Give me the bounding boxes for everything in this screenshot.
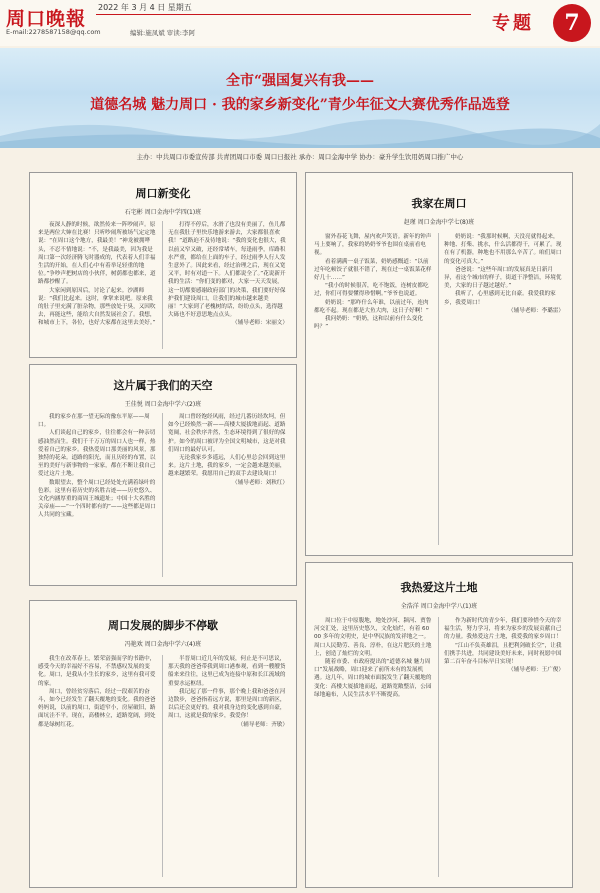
article-card bbox=[305, 562, 573, 888]
editor-credits: 编辑:施凤斌 审读:李阿 bbox=[130, 29, 195, 37]
article-card bbox=[305, 172, 573, 556]
column-divider bbox=[438, 233, 439, 545]
banner-headline-line2: 道德名城 魅力周口 · 我的家乡新变化”青少年征文大赛优秀作品选登 bbox=[90, 97, 510, 113]
article-title: 我家在周口 bbox=[411, 197, 467, 210]
article-advisor: （辅导老师：刘秋红） bbox=[232, 479, 288, 486]
article-paragraph: 数眼望去，整个周口已经处处充满着绿叶的色彩。这里有着历史的名胜古迹——历史悠久、文化内涵厚重的商周王城遗址；中国十大名胜的关帝庙——“一个四时都有的”——这些都是周口人共同的宝藏。 bbox=[38, 479, 156, 519]
article-body-column bbox=[168, 655, 288, 881]
article-byline: 冯艳欢 周口金海中学六(4)班 bbox=[124, 641, 202, 648]
article-paragraph: 随着市委、市政府提出的“道德名城 魅力周口”发展战略，周口迎来了前所未有的发展机遇。这几年，周口的城市面貌发生了翻天覆地的变化：高楼大厦拔地而起，道路宽敞整洁，公园绿地遍布，人民生活水平不断提高。 bbox=[314, 659, 432, 698]
feature-banner bbox=[0, 48, 600, 148]
article-body-column bbox=[314, 617, 432, 881]
article-title: 周口发展的脚步不停歇 bbox=[108, 619, 218, 632]
article-title: 周口新变化 bbox=[135, 187, 191, 200]
article-advisor: （辅导老师：宋丽文） bbox=[232, 320, 288, 327]
article-paragraph: 打得不停后，水滑了也没有美丽了，鱼儿都无在我肚子里快乐地游来游去，大家都很喜欢我！”道路迫不及待地说：“我的变化也很大，我以前又窄又破，还经常堵车，每逢雨季，库路积水严重，都给在上面的车子，经过雨季人行人发生意外了。因此来看，经过治理之后，现在又宽又平，时有对道一下。人们都说全了。”花说新开我的生活：“你们变的都对，大家一天天发展，这一切都要感谢政府部门的决策，我们要好好保护我们建设周口，让我们的城市越来越美丽！”大家到了老槐树的话，纷纷点头，选得越大砾也不好意思地点点头。 bbox=[168, 222, 286, 319]
article-paragraph: 周口位于中原腹地，地处沙河、颍河、贾鲁河交汇处，这里历史悠久，文化灿烂，有着 6000 多年的文明史，是中华民族的发祥地之一。周口人民勤劳、善良、淳朴，在这片肥沃的土地上，创造了灿烂的文明。 bbox=[314, 618, 432, 657]
column-divider bbox=[162, 221, 163, 349]
article-body-column bbox=[444, 617, 564, 881]
article-paragraph: 周口曾经饱经风雨，经过几番历经坎坷，但如今已经焕然一新——高楼大厦拔地而起、道路宽阔，社会秩序井然，生态环境得到了很好的保护。如今的周口被评为全国文明城市，这是对我们周口的最好认可。 bbox=[168, 414, 286, 453]
article-paragraph: 无论我家乡多遥远，人们心里总会回到这里来。这片土地，我的家乡，一定会越来越美丽，越来越繁荣。我愿用自己的双手去建设周口！ bbox=[168, 455, 286, 478]
article-paragraph: 作为新时代的青少年，我们要珍惜今天的幸福生活，努力学习，将来为家乡的发展贡献自己的力量。我热爱这片土地，我爱我的家乡周口！ bbox=[444, 618, 562, 641]
article-paragraph: 爸爸说：“这些年周口的发展真是日新月异，看这个城市的样子，街道干净整洁，环境优美，大家的日子越过越好。” bbox=[444, 266, 562, 290]
article-card bbox=[29, 172, 297, 358]
article-paragraph: 大家闲到原因后，讨论了起来。沙湖师说：“我们比起来。这时，拿掌来说吧。原来我的肚子里充满了脏杂物，那些放处于臭，又因吹去，再能这些，能给大自然发展社会了。我想，和城市上下，各位，也好大家都在这里去美好。” bbox=[38, 287, 156, 327]
article-body-column bbox=[168, 221, 288, 353]
article-body-column bbox=[38, 655, 156, 881]
masthead-rule bbox=[96, 14, 471, 15]
article-paragraph: “江山不负英雄泪，且把利剑破长空”，让我们携手共进，共同建设美好未来，同时祝愿中国第二百年奋斗目标早日实现！ bbox=[444, 642, 562, 666]
article-body-column bbox=[314, 233, 432, 549]
article-paragraph: 看着满满一桌子饭菜，奶奶感慨道：“以前过年吃顿饺子就很不错了，现在过一桌饭菜花样好几十……” bbox=[314, 258, 432, 282]
organizer-credits: 主办：中共周口市委宣传部 共青团周口市委 周口日报社 承办：周口金海中学 协办：豪升学生饮用奶周口推广中心 bbox=[136, 153, 464, 161]
article-card bbox=[29, 364, 297, 586]
article-paragraph: 周口，曾经贫穷落后，经过一段艰苦的奋斗，如今已经发生了翻天覆地的变化。我的爸爸妈妈说，以前的周口，街道窄小，房屋破旧，路面坑洼不平。现在，高楼林立，道路宽阔，到处都是绿树红花。 bbox=[38, 688, 156, 728]
article-paragraph: 我的家乡在那一望无际的豫东平原——周口。 bbox=[38, 414, 150, 429]
article-paragraph: 奶奶说：“我那时候啊，天没亮就得起来，种地、打柴、挑水，什么活都得干，可累了。现在有了机器，种地也不用那么辛苦了。咱们周口的变化可真大。” bbox=[444, 234, 562, 265]
article-paragraph: 半晋周口近几年的发展，何止是不可思议，那天我的爸爸带我到周口港参观，看到一艘艘货船来来往往，这里已成为连接中原和长江流域的重要水运枢纽。 bbox=[168, 656, 286, 687]
page-number-badge: 7 bbox=[553, 4, 591, 42]
section-title: 专题 bbox=[492, 13, 534, 34]
column-divider bbox=[438, 617, 439, 877]
article-byline: 石宅彬 周口金海中学四(1)班 bbox=[124, 209, 202, 216]
article-advisor: （辅导老师：王广俊） bbox=[508, 667, 564, 674]
article-body-column bbox=[168, 413, 288, 581]
article-paragraph: 窗外春花飞舞，屋内欢声笑语。新年的钟声马上要响了，我家的奶奶爷爷也围在桌前看电视。 bbox=[314, 234, 432, 257]
article-advisor: （辅导老师：李璐雷） bbox=[508, 307, 564, 314]
banner-headline-line1: 全市“强国复兴有我—— bbox=[225, 73, 375, 89]
article-paragraph: 我记起了那一件事，那个晚上我和爸爸在河边散步，爸爸指着远方说，那里是周口的新区，以后还会更好的。我对我身边的变化感到自豪，周口，这就是我的家乡，我爱你！ bbox=[168, 688, 286, 720]
article-paragraph: 我生在改革春上，繁荣富强而学的书籍中，感受今天的幸福好不容易，不禁感叹发展的变化。周口，是我从小生长的家乡，这里有我可爱的家。 bbox=[38, 656, 156, 687]
column-divider bbox=[162, 413, 163, 577]
article-title: 这片属于我们的天空 bbox=[113, 379, 213, 392]
article-card bbox=[29, 600, 297, 888]
article-byline: 王佳悦 周口金海中学六(2)班 bbox=[124, 401, 202, 408]
article-paragraph: 我问奶奶：“奶奶，这和以前有什么变化吗？” bbox=[314, 316, 423, 331]
article-title: 我热爱这片土地 bbox=[400, 581, 478, 594]
article-paragraph: 人们谈起自己的家乡，往往都会有一种亲切感油然而生。我们千千万万的周口人也一样，热爱着自己的家乡。我热爱周口那美丽的风景，那独特的花朵。道路的阳光，而且历经的布置，以至的美好与新事物的一家家，都在不断让我自己爱过这片土地。 bbox=[38, 430, 156, 478]
article-paragraph: 夜深人静的时候，欲然传来一阵吵闹声。原来是两位大婶在比赛！只听吵闹所被场气定定地说：“在周口这个地方，我最美！”神龙被拥哗头，不忍不情地说：“不，是我最美，因为我是周口第一次经济腾飞时器成的，代表着人们幸福生活的开始，在人们心中有着举足轻重的地位。”争吵声把树店的小伙伴，树荫都也都来，道路都抄醒了。 bbox=[38, 222, 156, 286]
contact-email: E-mail:2278587158@qq.com bbox=[6, 28, 101, 36]
issue-date: 2022 年 3 月 4 日 星期五 bbox=[98, 3, 192, 12]
article-paragraph: 奶奶说：“那咋什么年谁，以前过年，连肉都吃不起。现在都是大鱼大肉，这日子好啊！” bbox=[314, 299, 429, 314]
article-paragraph: “我小的时候很苦，吃不饱饭，连树皮都吃过，你们可得要懂得珍惜啊。”爷爷也说道。 bbox=[314, 283, 429, 298]
article-byline: 全浩洋 周口金海中学八(1)班 bbox=[400, 603, 478, 610]
article-body-column bbox=[38, 413, 156, 581]
article-advisor: （辅导老师：齐敏） bbox=[237, 721, 288, 728]
article-byline: 赵瑾 周口金海中学七(8)班 bbox=[403, 219, 475, 226]
newspaper-logo: 周口晚報 bbox=[6, 8, 87, 30]
article-body-column bbox=[38, 221, 156, 353]
article-body-column bbox=[444, 233, 564, 549]
column-divider bbox=[162, 655, 163, 877]
article-paragraph: 我听了，心里感到无比自豪。我爱我的家乡，我爱周口！ bbox=[444, 291, 556, 306]
